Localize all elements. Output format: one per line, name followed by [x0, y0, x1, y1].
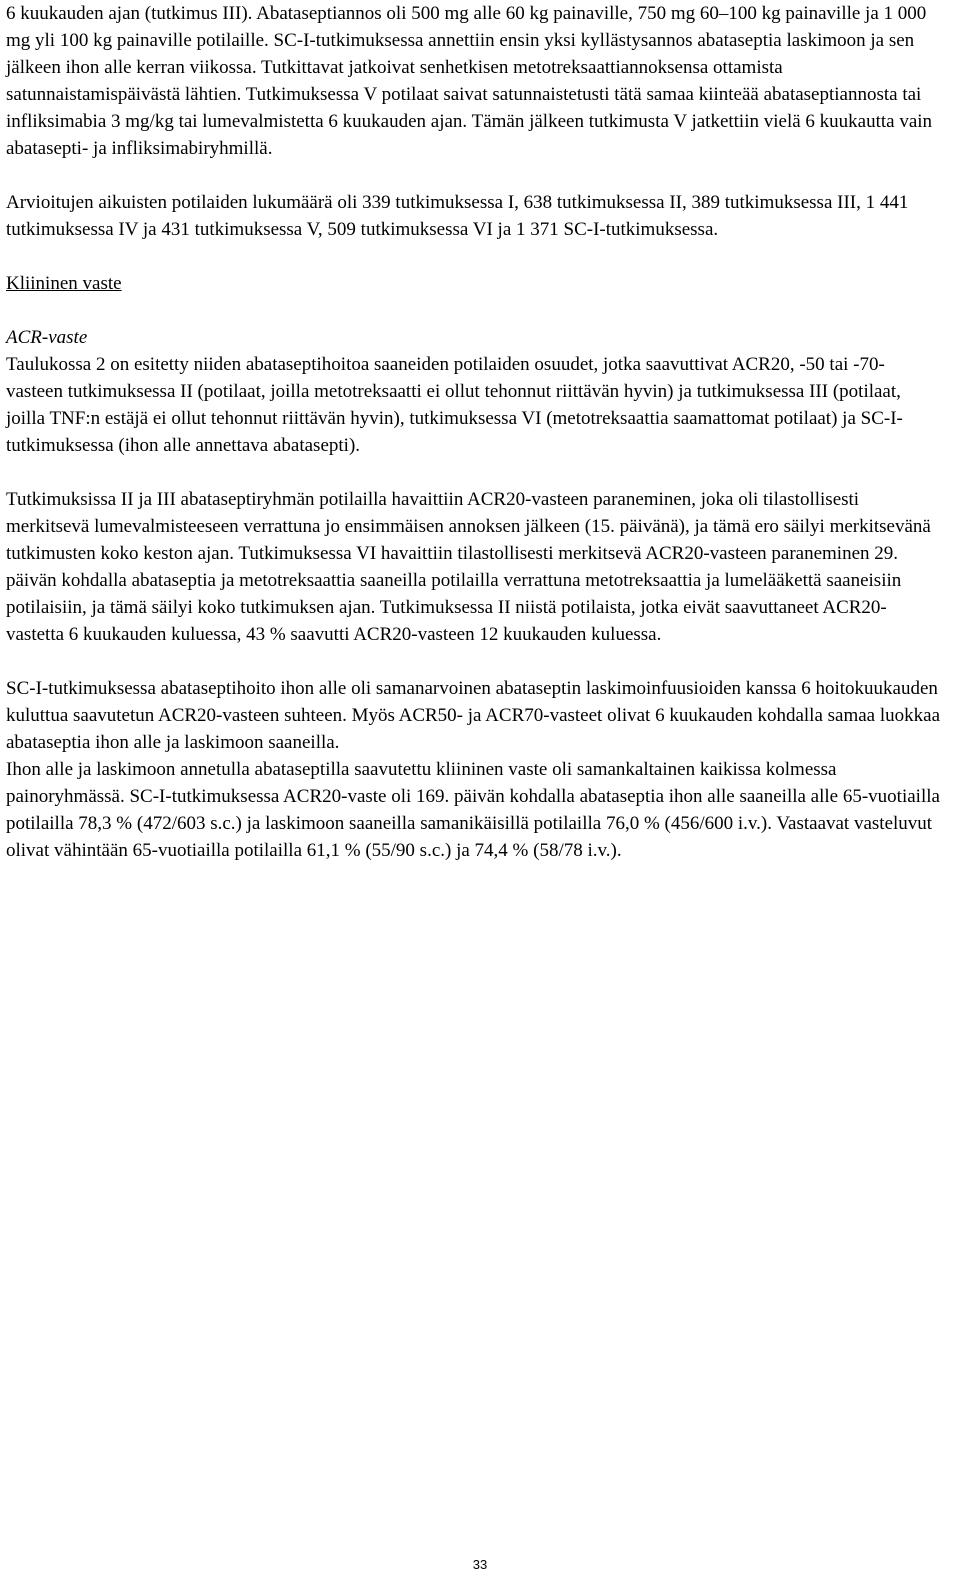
paragraph-sc-i-equivalence: SC-I-tutkimuksessa abataseptihoito ihon alle oli samanarvoinen abataseptin laskimoinfuusioiden kanssa 6 hoitokuukauden kuluttua saavutetun ACR20-vasteen suhteen. Myös ACR50- ja ACR70-vasteet olivat 6 kuukauden kohdalla samaa luokkaa abataseptia ihon alle ja laskimoon saaneilla.	[6, 678, 940, 753]
section-heading-clinical-response: Kliininen vaste	[6, 273, 122, 294]
paragraph-acr-table-intro: Taulukossa 2 on esitetty niiden abataseptihoitoa saaneiden potilaiden osuudet, jotka saavuttivat ACR20, -50 tai -70-vasteen tutkimuksessa II (potilaat, joilla metotreksaatti ei ollut tehonnut riittävän hyvin) ja tutkimuksessa III (potilaat, joilla TNF:n estäjä ei ollut tehonnut riittävän hyvin), tutkimuksessa VI (metotreksaattia saamattomat potilaat) ja SC-I-tutkimuksessa (ihon alle annettava abatasepti).	[6, 354, 903, 456]
paragraph-weight-groups: Ihon alle ja laskimoon annetulla abataseptilla saavutettu kliininen vaste oli samankaltainen kaikissa kolmessa painoryhmässä. SC-I-tutkimuksessa ACR20-vaste oli 169. päivän kohdalla abataseptia ihon alle saaneilla alle 65-vuotiailla potilailla 78,3 % (472/603 s.c.) ja laskimoon saaneilla samanikäisillä potilailla 76,0 % (456/600 i.v.). Vastaavat vasteluvut olivat vähintään 65-vuotiailla potilailla 61,1 % (55/90 s.c.) ja 74,4 % (58/78 i.v.).	[6, 759, 940, 861]
document-page	[6, 0, 940, 864]
paragraph-acr20-improvement: Tutkimuksissa II ja III abataseptiryhmän potilailla havaittiin ACR20-vasteen paraneminen, joka oli tilastollisesti merkitsevä lumevalmisteeseen verrattuna jo ensimmäisen annoksen jälkeen (15. päivänä), ja tämä ero säilyi merkitsevänä tutkimusten koko keston ajan. Tutkimuksessa VI havaittiin tilastollisesti merkitsevä ACR20-vasteen paraneminen 29. päivän kohdalla abataseptia ja metotreksaattia saaneilla potilailla verrattuna metotreksaattia ja lumelääkettä saaneisiin potilaisiin, ja tämä säilyi koko tutkimuksen ajan. Tutkimuksessa II niistä potilaista, jotka eivät saavuttaneet ACR20-vastetta 6 kuukauden kuluessa, 43 % saavutti ACR20-vasteen 12 kuukauden kuluessa.	[6, 489, 931, 645]
paragraph-patient-counts: Arvioitujen aikuisten potilaiden lukumäärä oli 339 tutkimuksessa I, 638 tutkimuksessa II, 389 tutkimuksessa III, 1 441 tutkimuksessa IV ja 431 tutkimuksessa V, 509 tutkimuksessa VI ja 1 371 SC-I-tutkimuksessa.	[6, 192, 909, 240]
paragraph-study-design: 6 kuukauden ajan (tutkimus III). Abataseptiannos oli 500 mg alle 60 kg painaville, 750 mg 60–100 kg painaville ja 1 000 mg yli 100 kg painaville potilaille. SC-I-tutkimuksessa annettiin ensin yksi kyllästysannos abataseptia laskimoon ja sen jälkeen ihon alle kerran viikossa. Tutkittavat jatkoivat senhetkisen metotreksaattiannoksensa ottamista satunnaistamispäivästä lähtien. Tutkimuksessa V potilaat saivat satunnaistetusti tätä samaa kiinteää abataseptiannosta tai infliksimabia 3 mg/kg tai lumevalmistetta 6 kuukauden ajan. Tämän jälkeen tutkimusta V jatkettiin vielä 6 kuukautta vain abatasepti- ja infliksimabiryhmillä.	[6, 3, 933, 159]
subheading-acr-response: ACR-vaste	[6, 327, 88, 348]
page-number: 33	[472, 1557, 488, 1572]
